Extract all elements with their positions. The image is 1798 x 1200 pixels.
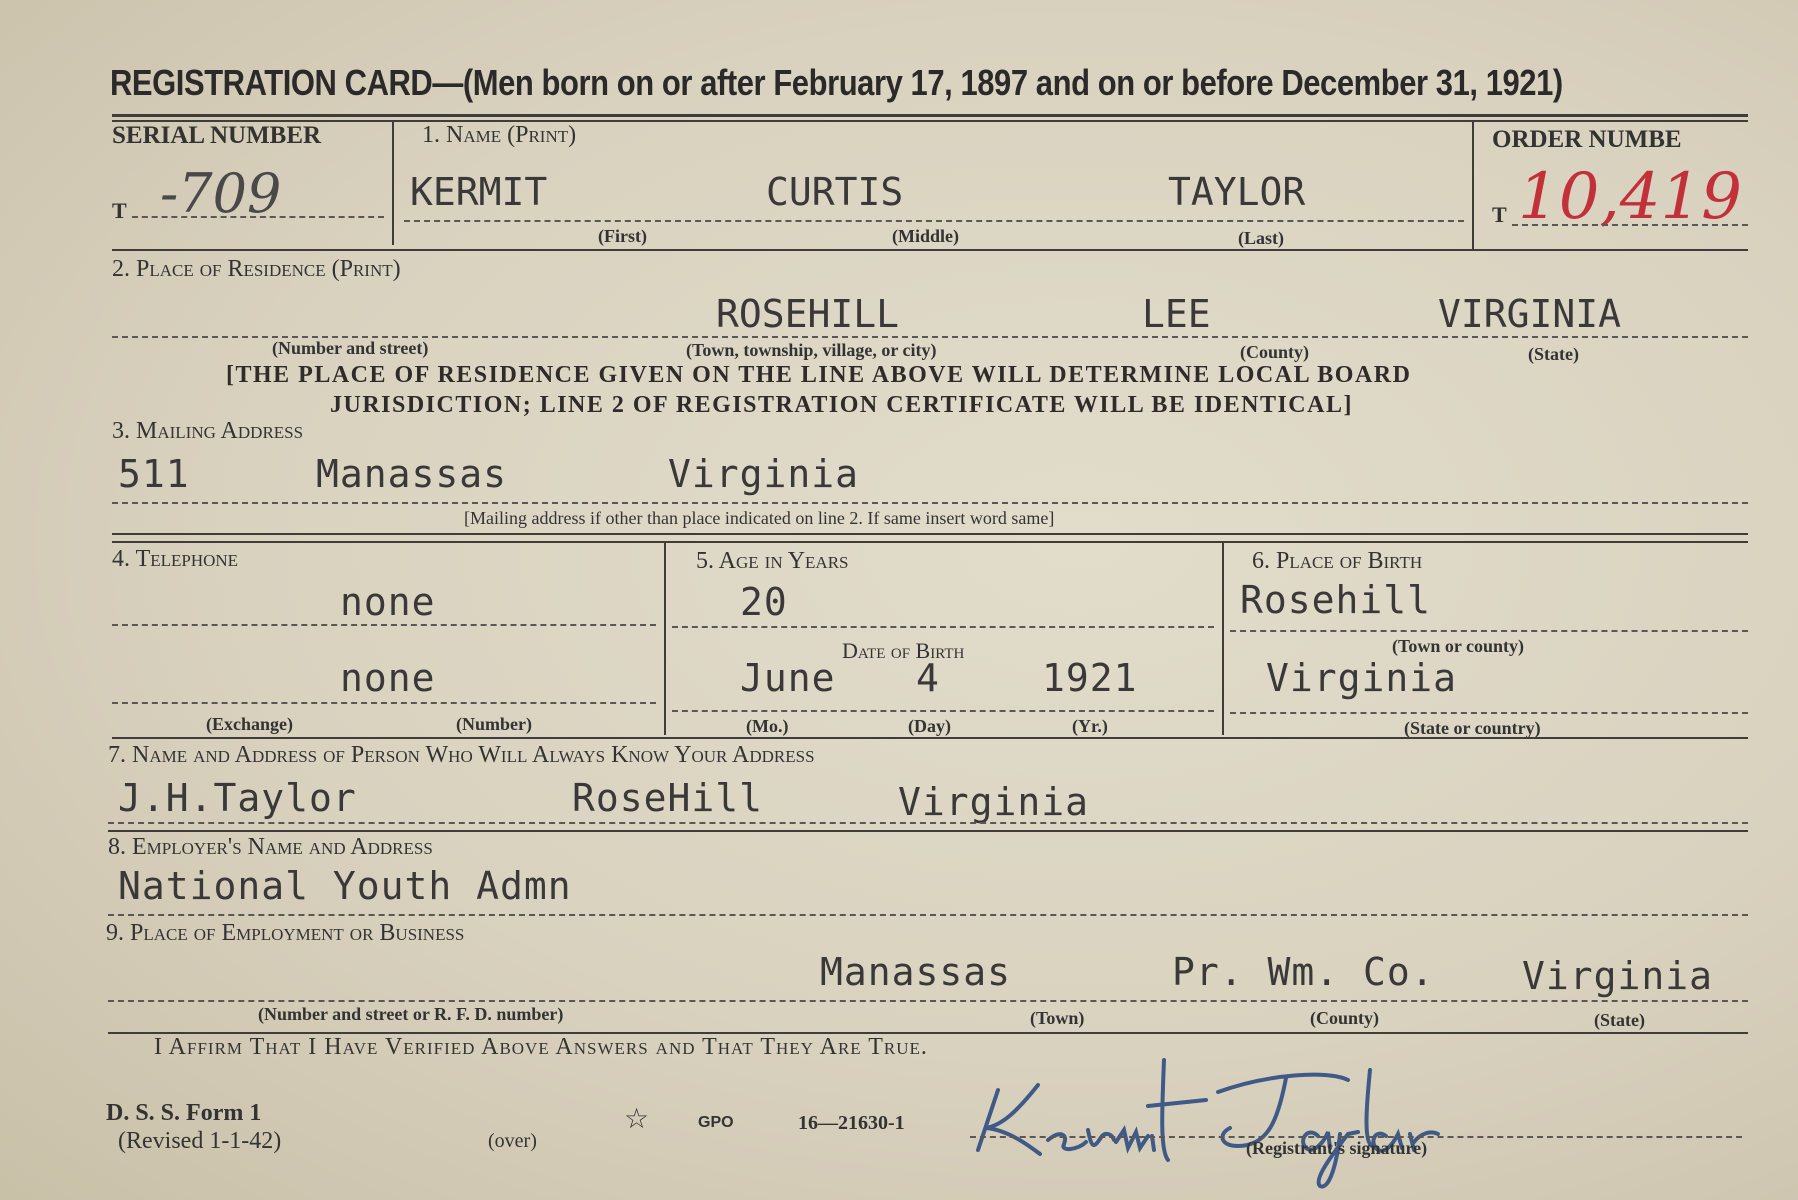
contact-line [108, 822, 1748, 824]
age-label: 5. Age in Years [696, 548, 849, 574]
employer-name: National Youth Admn [118, 864, 572, 908]
telephone-exchange: none [340, 580, 436, 624]
employer-line [108, 914, 1748, 916]
employment-state-caption: (State) [1594, 1010, 1645, 1030]
first-caption: (First) [598, 226, 647, 246]
name-line [404, 220, 1464, 222]
birthplace-town-caption: (Town or county) [1392, 636, 1525, 656]
gpo-mark: GPO [698, 1114, 734, 1131]
mailing-town: Manassas [316, 452, 508, 496]
county-caption: (County) [1240, 342, 1310, 362]
yr-caption: (Yr.) [1072, 716, 1108, 736]
over-note: (over) [488, 1130, 537, 1152]
exchange-caption: (Exchange) [206, 714, 293, 734]
row-rule [112, 533, 1748, 535]
employment-line [108, 1000, 1748, 1002]
order-label: ORDER NUMBE [1492, 126, 1682, 153]
row-rule [112, 249, 1748, 251]
telephone-line-1 [112, 624, 656, 626]
form-number: D. S. S. Form 1 [106, 1100, 262, 1126]
divider [1472, 121, 1474, 249]
divider [664, 543, 666, 735]
telephone-line-2 [112, 702, 656, 704]
contact-state: Virginia [898, 780, 1090, 824]
employment-town: Manassas [820, 950, 1012, 994]
contact-label: 7. Name and Address of Person Who Will Always Know Your Address [108, 742, 815, 768]
mo-caption: (Mo.) [746, 716, 789, 736]
dob-day: 4 [916, 656, 940, 700]
serial-line [132, 216, 384, 218]
divider [1222, 543, 1224, 735]
residence-label: 2. Place of Residence (Print) [112, 256, 401, 282]
signature-caption: (Registrant's signature) [1246, 1138, 1428, 1158]
employment-label: 9. Place of Employment or Business [106, 920, 465, 946]
name-label: 1. Name (Print) [422, 122, 577, 148]
day-caption: (Day) [908, 716, 951, 736]
card-title: REGISTRATION CARD—(Men born on or after February 17, 1897 and on or before December 31, 1921) [110, 62, 1563, 103]
age-value: 20 [740, 580, 788, 624]
name-middle: CURTIS [766, 170, 904, 214]
top-rule-2 [112, 120, 1748, 122]
row-rule [112, 737, 1748, 739]
birthplace-state: Virginia [1266, 656, 1458, 700]
birthplace-town: Rosehill [1240, 578, 1432, 622]
order-number: 10,419 [1518, 160, 1742, 234]
top-rule [112, 114, 1748, 117]
mailing-caption: [Mailing address if other than place indicated on line 2. If same insert word same] [464, 508, 1055, 528]
last-caption: (Last) [1238, 228, 1284, 248]
employment-street-caption: (Number and street or R. F. D. number) [258, 1004, 564, 1024]
mailing-label: 3. Mailing Address [112, 418, 304, 444]
dob-label: Date of Birth [842, 638, 965, 663]
residence-state: VIRGINIA [1438, 292, 1622, 336]
employment-county: Pr. Wm. Co. [1172, 950, 1435, 994]
town-caption: (Town, township, village, or city) [686, 340, 937, 360]
residence-town: ROSEHILL [716, 292, 900, 336]
employment-county-caption: (County) [1310, 1008, 1380, 1028]
notice-line-1: [THE PLACE OF RESIDENCE GIVEN ON THE LINE ABOVE WILL DETERMINE LOCAL BOARD [226, 362, 1412, 388]
contact-town: RoseHill [572, 776, 764, 820]
dob-year: 1921 [1042, 656, 1138, 700]
serial-prefix: T [112, 198, 127, 223]
affirmation-text: I Affirm That I Have Verified Above Answers and That They Are True. [154, 1034, 928, 1060]
serial-label: SERIAL NUMBER [112, 122, 322, 149]
row-rule-2 [112, 541, 1748, 543]
signature-drawing [968, 1050, 1548, 1190]
birthplace-line-2 [1230, 712, 1748, 714]
order-prefix: T [1492, 202, 1507, 227]
star-icon: ☆ [624, 1102, 650, 1135]
name-last: TAYLOR [1168, 170, 1306, 214]
serial-number: -709 [160, 162, 282, 225]
divider [392, 121, 394, 245]
row-rule [108, 830, 1748, 832]
mailing-line [112, 502, 1748, 504]
employment-state: Virginia [1522, 954, 1714, 998]
print-code: 16—21630-1 [798, 1112, 905, 1134]
residence-county: LEE [1142, 292, 1211, 336]
form-revised: (Revised 1-1-42) [118, 1128, 282, 1154]
middle-caption: (Middle) [892, 226, 959, 246]
employment-town-caption: (Town) [1030, 1008, 1085, 1028]
telephone-label: 4. Telephone [112, 546, 239, 572]
street-caption: (Number and street) [272, 338, 429, 358]
telephone-number: none [340, 656, 436, 700]
birthplace-state-caption: (State or country) [1404, 718, 1541, 738]
order-line [1512, 224, 1748, 226]
state-caption: (State) [1528, 344, 1579, 364]
registrant-signature [968, 1050, 1548, 1190]
number-caption: (Number) [456, 714, 532, 734]
birthplace-label: 6. Place of Birth [1252, 548, 1423, 574]
mailing-state: Virginia [668, 452, 860, 496]
mailing-number: 511 [118, 452, 190, 496]
notice-line-2: JURISDICTION; LINE 2 OF REGISTRATION CERTIFICATE WILL BE IDENTICAL] [330, 392, 1353, 418]
signature-text [968, 1050, 974, 1051]
name-first: KERMIT [410, 170, 548, 214]
contact-name: J.H.Taylor [118, 776, 357, 820]
birthplace-line-1 [1230, 630, 1748, 632]
employer-label: 8. Employer's Name and Address [108, 834, 433, 860]
dob-line [672, 710, 1214, 712]
dob-month: June [740, 656, 836, 700]
age-line [672, 626, 1214, 628]
